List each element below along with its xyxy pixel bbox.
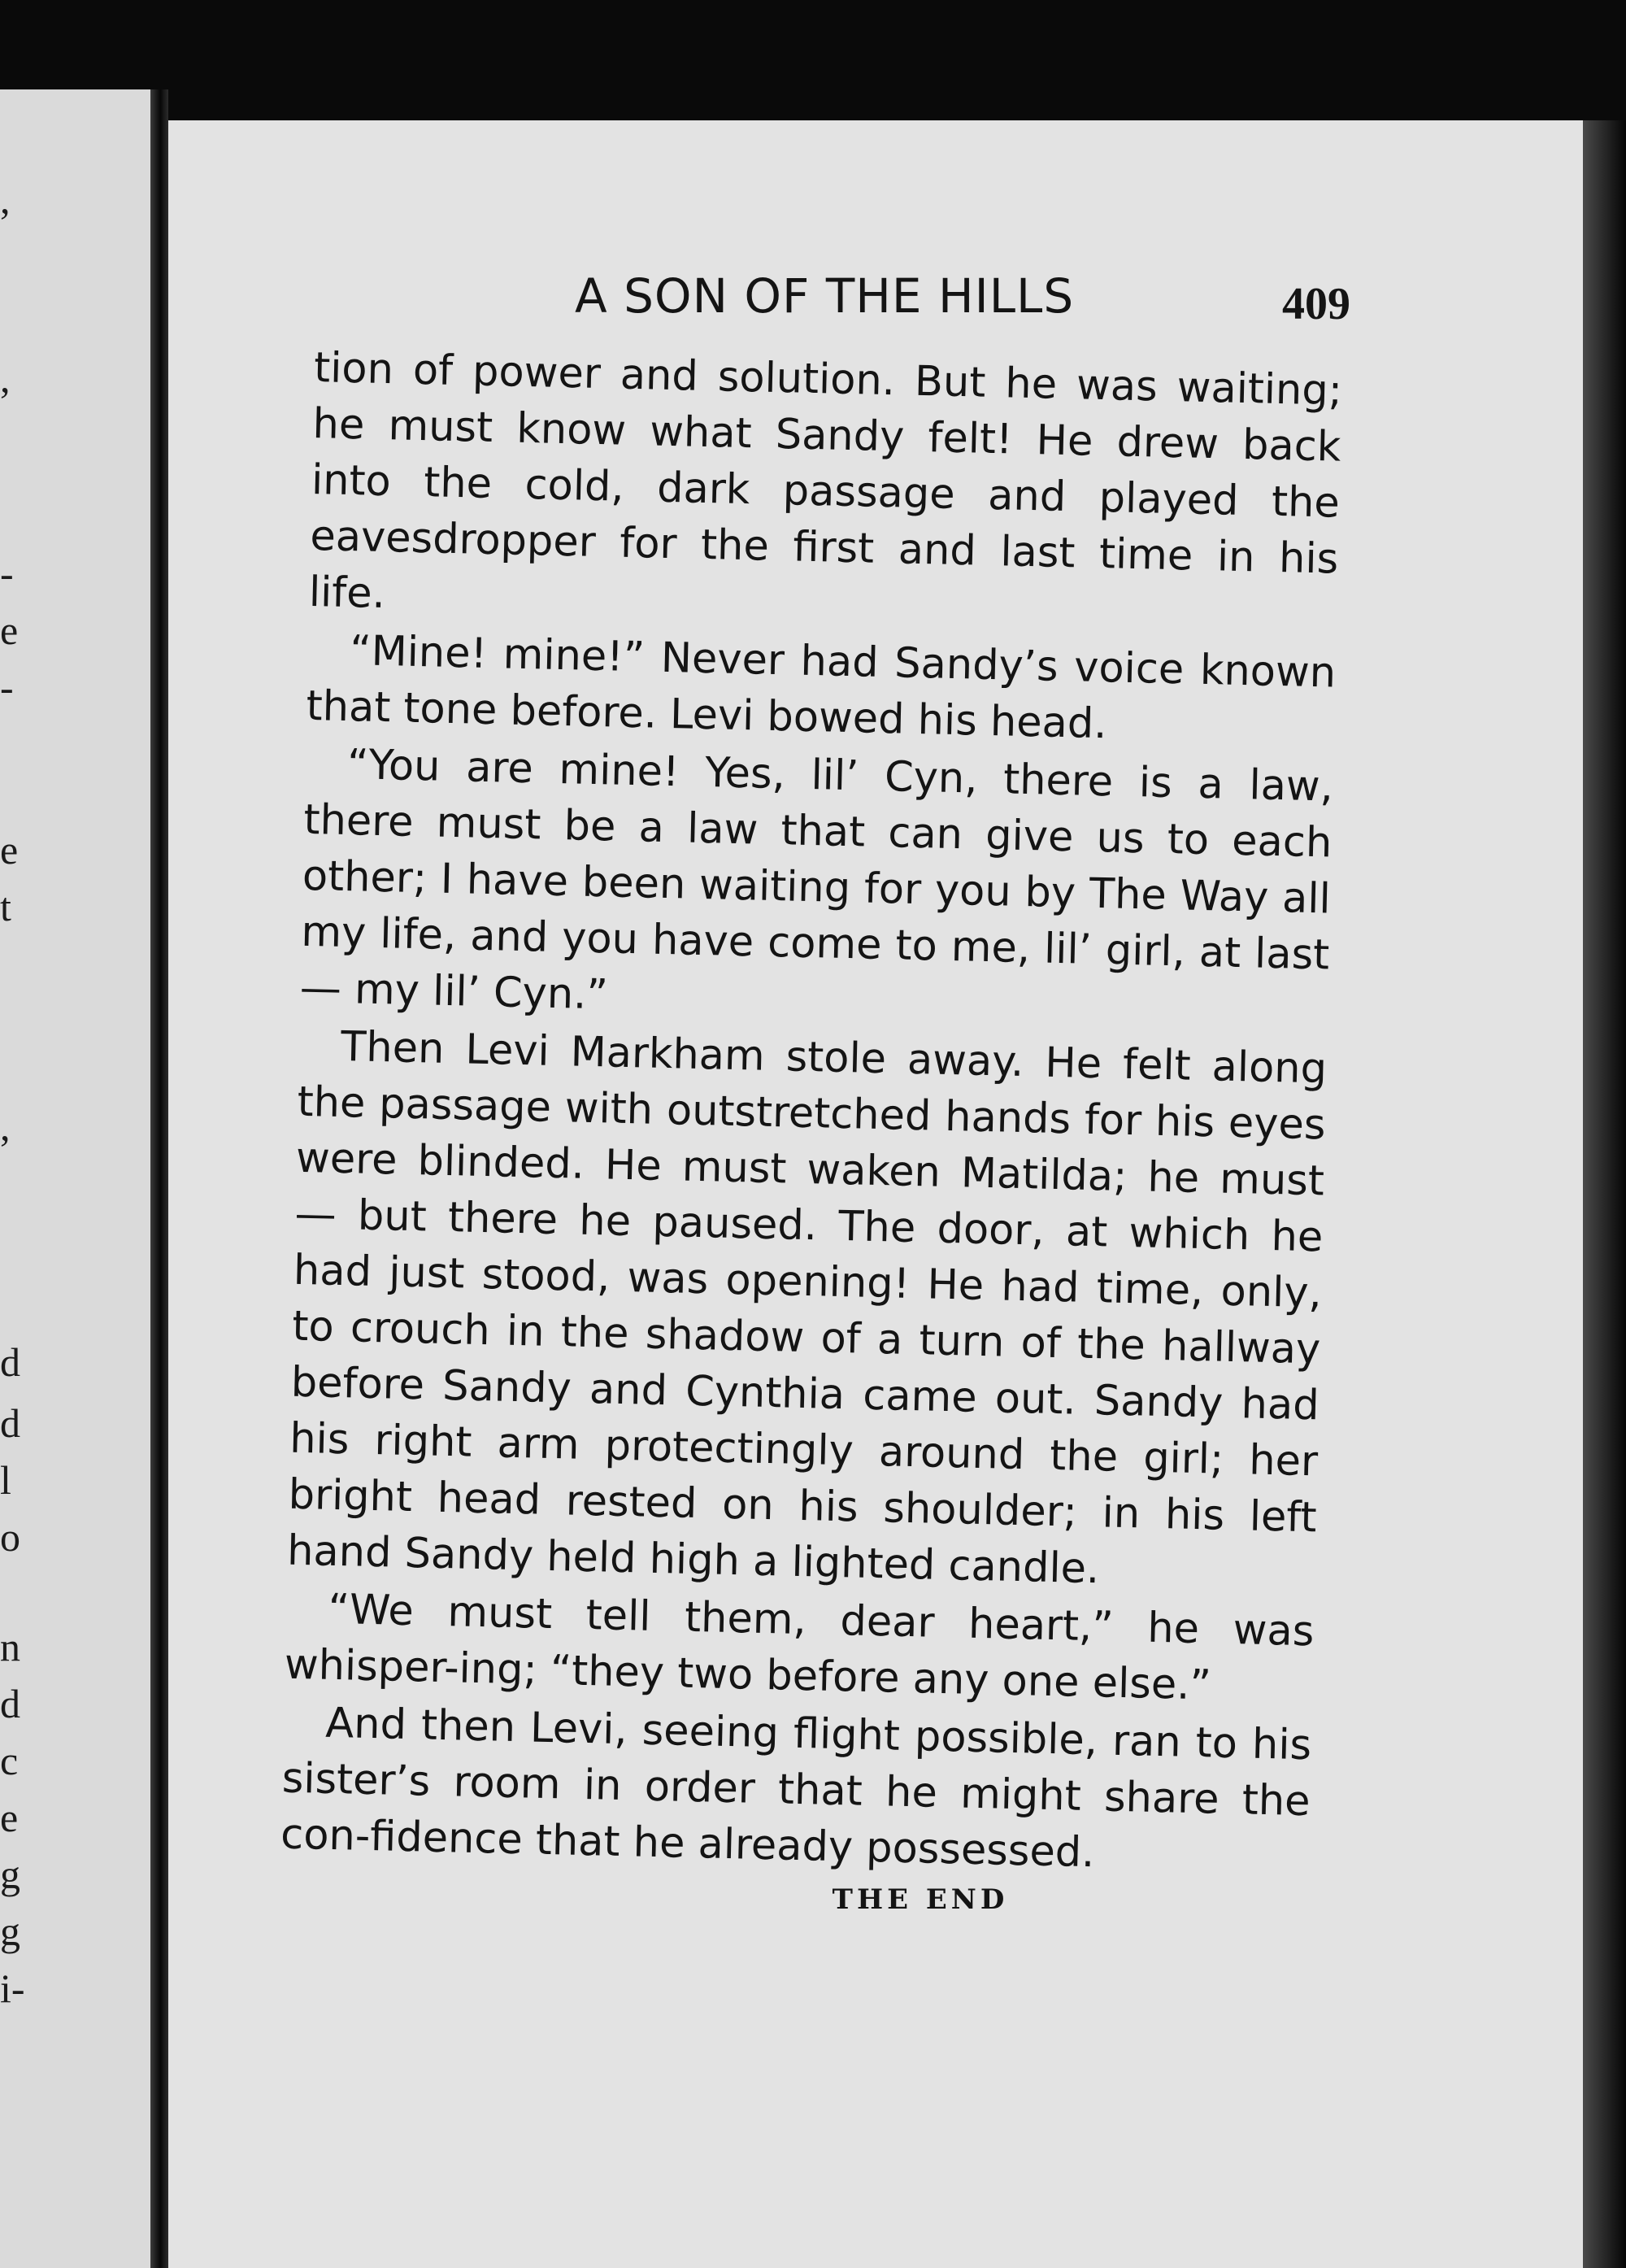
- edge-fragment: -: [0, 664, 14, 710]
- edge-fragment: e: [0, 607, 19, 653]
- edge-fragment: d: [0, 1681, 20, 1726]
- edge-fragment: i-: [0, 1965, 25, 2011]
- edge-fragment: d: [0, 1400, 20, 1446]
- page-header: [168, 268, 1583, 342]
- facing-page-fragment: [0, 89, 150, 2268]
- edge-fragment: l: [0, 1457, 11, 1503]
- edge-fragment: ,: [0, 1104, 11, 1149]
- paragraph: “Mine! mine!” Never had Sandy’s voice known that tone before. Levi bowed his head.: [306, 627, 1337, 749]
- edge-fragment: d: [0, 1339, 20, 1385]
- running-title: A SON OF THE HILLS: [575, 268, 1075, 324]
- edge-fragment: n: [0, 1624, 20, 1669]
- edge-fragment: g: [0, 1852, 20, 1897]
- paragraph: tion of power and solution. But he was waiting; he must know what Sandy felt! He drew back into the cold, dark passage and played the eavesdropper for the first and last time in his life.: [308, 343, 1343, 619]
- edge-fragment: c: [0, 1738, 19, 1783]
- paragraph: “We must tell them, dear heart,” he was whisper-ing; “they two before any one else.”: [284, 1585, 1315, 1710]
- edge-fragment: e: [0, 1795, 19, 1840]
- paragraph: Then Levi Markham stole away. He felt along the passage with outstretched hands for his eyes were blinded. He must waken Matilda; he must — but there he paused. The door, at which he had just stood, was opening! He had time, only, to crouch in the shadow of a turn of the hallway before Sandy and Cynthia came out. Sandy had his right arm protectingly around the girl; her bright head rested on his shoulder; in his left hand Sandy held high a lighted candle.: [286, 1022, 1328, 1594]
- edge-fragment: t: [0, 884, 11, 929]
- page-number: 409: [1282, 279, 1350, 329]
- edge-fragment: o: [0, 1514, 20, 1560]
- paragraph: And then Levi, seeing flight possible, ran to his sister’s room in order that he might share the con-fidence that he already possessed.: [280, 1699, 1312, 1878]
- the-end-marker: THE END: [832, 1883, 1009, 1916]
- book-page: [168, 120, 1583, 2268]
- edge-fragment: ,: [0, 176, 11, 222]
- edge-fragment: g: [0, 1909, 20, 1954]
- page-edge-shadow: [1583, 120, 1626, 2268]
- paragraph: “You are mine! Yes, lil’ Cyn, there is a law, there must be a law that can give us to each other; I have been waiting for you by The Way all my life, and you have come to me, lil’ girl, at last — my lil’ Cyn.”: [299, 741, 1334, 1020]
- page-body: [280, 340, 1342, 1887]
- book-gutter: [150, 89, 168, 2268]
- edge-fragment: e: [0, 827, 19, 873]
- edge-fragment: -: [0, 551, 14, 596]
- edge-fragment: ,: [0, 355, 11, 401]
- facing-page-edge-text: [0, 89, 33, 2268]
